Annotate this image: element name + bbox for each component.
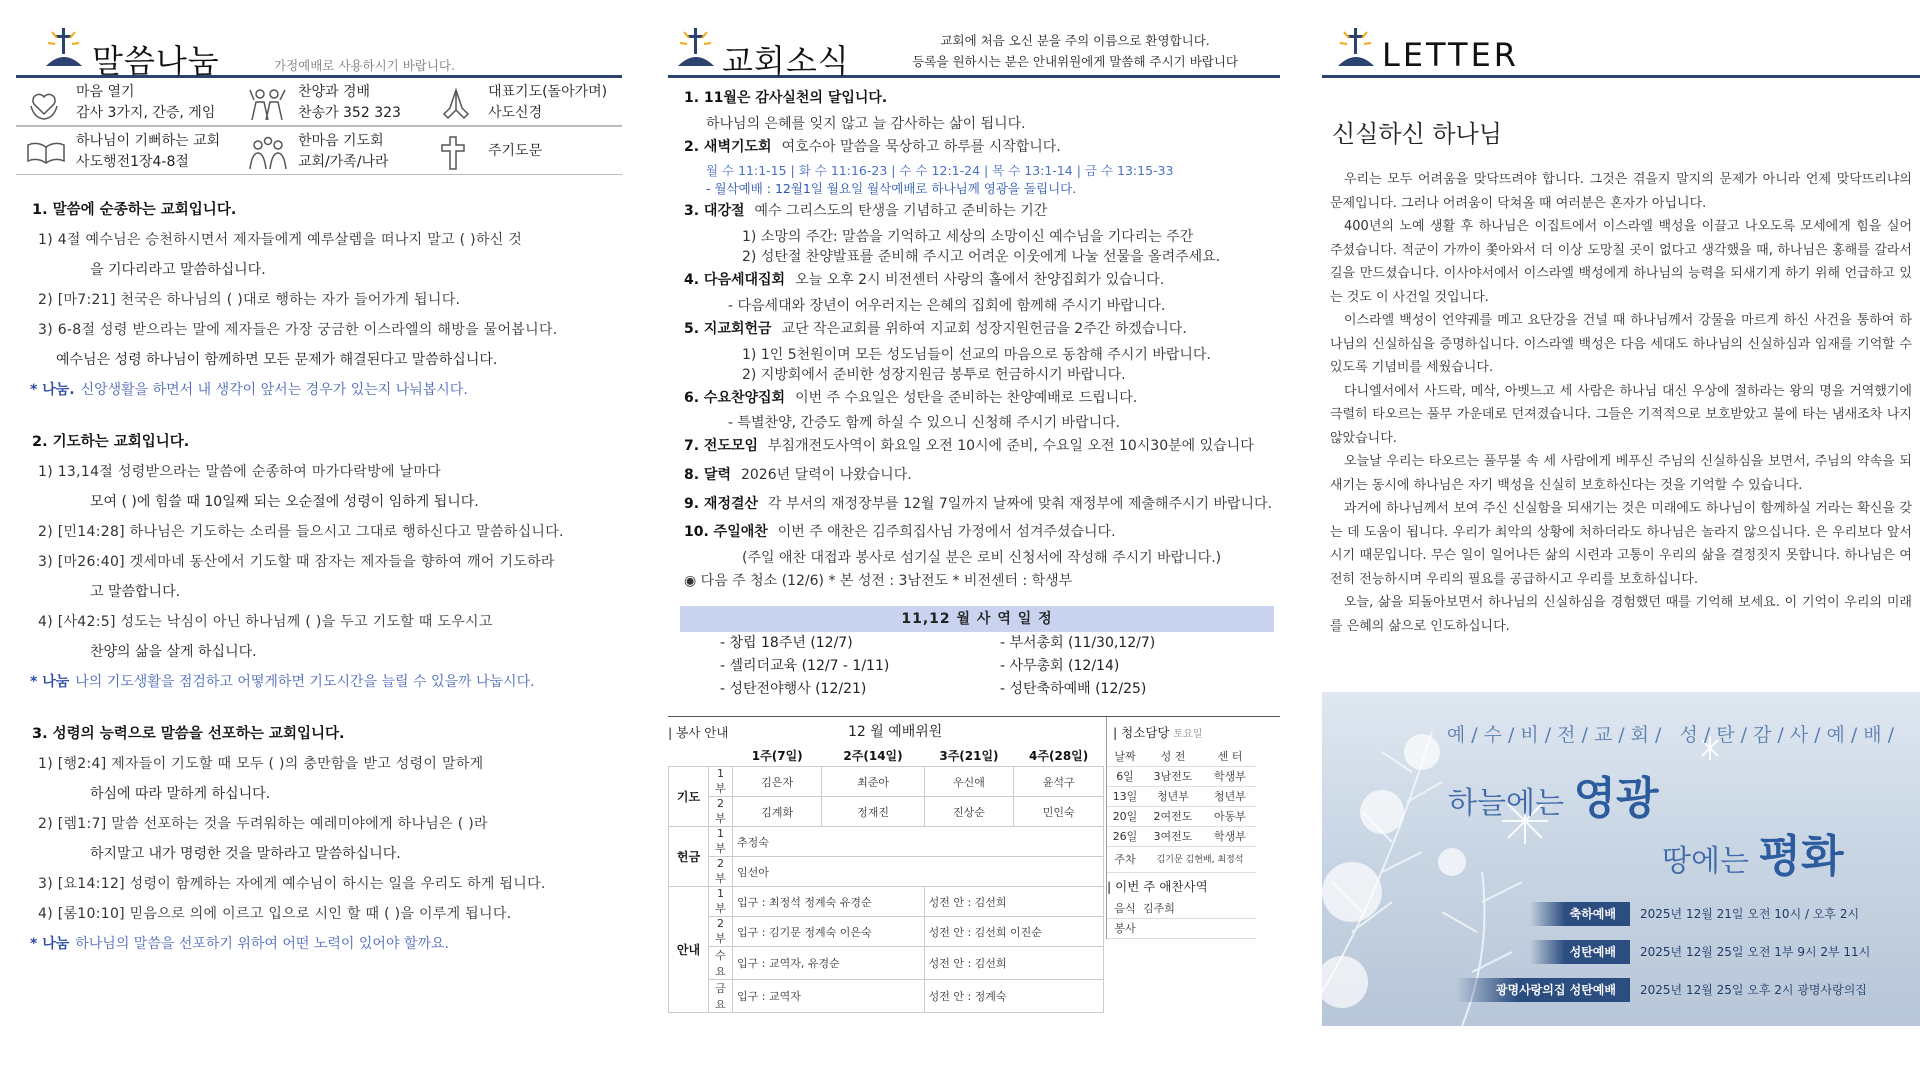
news-heading: 7. 전도모임 [684,438,759,455]
news-line [668,490,1280,519]
service-slot: 2부 [709,857,733,887]
prayer-label: 기도 [669,767,709,827]
prayer-name: 정재진 [822,797,924,827]
news-heading: 4. 다음세대집회 [684,272,786,289]
service-slot: 1부 [709,887,733,917]
schedule-item: - 셀리더교육 (12/7 - 1/11) [720,657,890,674]
week-header: 3주(21일) [939,748,999,763]
letter-title: 신실하신 하나님 [1332,120,1502,148]
banner-line-1-emphasis: 영광 [1573,773,1659,824]
aechan-title: | 이번 주 애찬사역 [1107,878,1208,894]
service-table [668,745,1104,1014]
church-logo-icon [676,26,716,68]
sermon-header [16,0,622,78]
worship-people-icon [248,86,288,122]
worship-order-row2 [16,126,622,175]
news-heading: 9. 재정결산 [684,495,759,512]
schedule-item: - 성탄축하예배 (12/25) [1000,680,1147,697]
christmas-banner [1322,692,1920,1026]
section-line: 4) [롬10:10] 믿음으로 의에 이르고 입으로 시인 할 때 ( )을 이루게 됩니다. [38,906,512,922]
prayer-row [669,767,1104,797]
service-label: | 봉사 안내 [668,724,729,740]
news-line [668,161,1280,179]
order-label: 대표기도(돌아가며) [488,84,608,100]
news-line [668,295,1280,315]
order-detail: 사도신경 [488,105,543,121]
cleaning-row [1107,767,1256,787]
heart-hands-icon [26,86,62,122]
welcome-line-2: 등록을 원하시는 분은 안내위원에게 말씀해 주시기 바랍니다 [912,54,1238,69]
cleaning-cell: 20일 [1112,809,1138,823]
service-slot: 금요 [709,980,733,1013]
order-item [238,78,428,125]
section-line: 을 기다리라고 말씀하십니다. [90,262,266,278]
worship-order [16,78,622,126]
news-heading: 3. 대강절 [684,203,745,220]
news-detail: (주일 애찬 대접과 봉사로 섬기실 분은 로비 신청서에 작성해 주시기 바랍니다.) [742,550,1222,567]
service-slot: 2부 [709,797,733,827]
serve-row [1107,919,1256,939]
cleaning-cell: 13일 [1112,789,1138,803]
news-detail: 이번 주 애찬은 김주희집사님 가정에서 섬겨주셨습니다. [777,524,1116,541]
section-line: 2) [마7:21] 천국은 하나님의 ( )대로 행하는 자가 들어가게 됩니다. [38,292,461,308]
serve-value [1143,919,1257,939]
news-detail: 2) 성탄절 찬양발표를 준비해 주시고 어려운 이웃에게 나눌 선물을 올려주세요. [742,249,1221,266]
section-line: 1) 13,14절 성령받으라는 말씀에 순종하여 마가다락방에 날마다 [38,464,441,480]
food-value: 김주희 [1143,901,1175,915]
week-header: 4주(28일) [1029,748,1089,763]
section-line: 1) [행2:4] 제자들이 기도할 때 모두 ( )의 충만함을 받고 성령이 말하게 [38,756,484,772]
news-detail: 2) 지방회에서 준비한 성장지원금 봉투로 헌금하시기 바랍니다. [742,366,1126,383]
section-title: 1. 말씀에 순종하는 교회입니다. [32,202,237,218]
schedule-item: - 사무총회 (12/14) [1000,657,1120,674]
food-label: 음식 [1114,901,1136,915]
banner-line-1 [1448,762,1658,826]
letter-header [1322,0,1920,78]
news-detail: 교단 작은교회를 위하여 지교회 성장지원헌금을 2주간 하겠습니다. [781,320,1187,337]
share-text: 나의 기도생활을 점검하고 어떻게하면 기도시간을 늘릴 수 있을까 나눕시다. [75,674,535,690]
guide-sanctuary: 성전 안 : 김선희 이진순 [924,917,1103,947]
share-note [16,929,622,959]
share-text: 신앙생활을 하면서 내 생각이 앞서는 경우가 있는지 나눠봅시다. [80,382,468,398]
news-line [668,197,1280,226]
order-label: 찬양과 경배 [298,84,371,100]
cleaning-title-text: | 청소담당 [1113,724,1170,740]
cleaning-cell: 학생부 [1214,769,1246,783]
guide-entrance: 입구 : 교역자, 유경순 [733,947,925,980]
cleaning-cell: 학생부 [1214,829,1246,843]
news-detail: 여호수아 말씀을 묵상하고 하루를 시작합니다. [781,138,1061,155]
section-line: 예수님은 성령 하나님이 함께하면 모든 문제가 해결된다고 말씀하십니다. [56,352,498,368]
parking-row [1107,847,1256,873]
cleaning-row [1107,827,1256,847]
letter-paragraph: 오늘, 삶을 되돌아보면서 하나님의 신실하심을 경험했던 때를 기억해 보세요. 이 기억이 우리의 미래를 은혜의 삶으로 인도하십니다. [1330,595,1912,634]
page-subtitle: 가정예배로 사용하시기 바랍니다. [274,58,455,73]
service-title: 12 월 예배위원 [848,723,943,740]
letter-paragraph: 다니엘서에서 사드락, 메삭, 아벳느고 세 사람은 하나님 대신 우상에 절하라는 왕의 명을 거역했기에 극렬히 타오르는 풀무 가운데로 던져졌습니다. 그들은 기적적으로 보호받았고 불에 타는 냄새조차 나지 않았습니다. [1330,383,1912,446]
share-label: * 나눔 [30,936,70,952]
news-line [668,246,1280,266]
sermon-section [16,719,622,959]
order-item [16,78,238,125]
page-title: LETTER [1382,36,1520,74]
news-line [668,179,1280,197]
section-line: 4) [사42:5] 성도는 낙심이 아닌 하나님께 ( )을 두고 기도할 때 도우시고 [38,614,493,630]
prayer-name: 김은자 [733,767,822,797]
banner-event-time: 2025년 12월 25일 오후 2시 광명사랑의집 [1640,983,1867,997]
banner-event-time: 2025년 12월 25일 오전 1부 9시 2부 11시 [1640,945,1871,959]
cleaning-cell: 청년부 [1214,789,1246,803]
news-detail: 월 수 11:1-15 | 화 수 11:16-23 | 수 수 12:1-24 | 목 수 13:1-14 | 금 수 13:15-33 [706,163,1174,179]
share-note [16,375,622,405]
cleaning-cell: 6일 [1116,769,1134,783]
prayer-row [669,797,1104,827]
section-line: 2) [민14:28] 하나님은 기도하는 소리를 들으시고 그대로 행하신다고 말씀하십니다. [38,524,564,540]
cleaning-cell: 청년부 [1157,789,1189,803]
blank-cell [709,745,733,767]
banner-line-2-text: 땅에는 [1662,844,1759,879]
news-heading: 8. 달력 [684,466,731,483]
news-line [668,567,1280,596]
service-slot: 수요 [709,947,733,980]
church-logo-icon [1336,26,1376,68]
cleaning-col-header: 날짜 [1114,749,1136,763]
order-item [428,78,622,125]
news-detail: 각 부서의 재정장부를 12월 7일까지 날짜에 맞춰 재정부에 제출해주시기 바랍니다. [768,495,1273,512]
offering-row [669,827,1104,857]
offering-name: 임선아 [733,857,1104,887]
church-news-column [668,0,1280,1072]
prayer-name: 최준아 [822,767,924,797]
banner-event-tag: 광명사랑의집 성탄예배 [1456,978,1630,1002]
prayer-name: 진상순 [924,797,1014,827]
cleaning-row [1107,807,1256,827]
cleaning-col-header: 센 터 [1217,749,1243,763]
order-item [16,127,238,174]
letter-column [1322,0,1920,1072]
cleaning-cell: 26일 [1112,829,1138,843]
church-logo-icon [44,26,84,68]
schedule-header: 11,12 월 사 역 일 정 [680,606,1274,632]
letter-body [1330,168,1912,638]
section-line: 3) 6-8절 성령 받으라는 말에 제자들은 가장 궁금한 이스라엘의 해방을 물어봅니다. [38,322,558,338]
prayer-name: 민인숙 [1014,797,1104,827]
share-label: * 나눔. [30,382,75,398]
news-list [668,84,1280,596]
week-header: 1주(7일) [751,748,803,763]
news-detail: 2026년 달력이 나왔습니다. [740,466,912,483]
blank-cell [669,745,709,767]
offering-row [669,857,1104,887]
service-section [668,716,1280,1012]
guide-row [669,947,1104,980]
letter-paragraph: 이스라엘 백성이 언약궤를 메고 요단강을 건널 때 하나님께서 강물을 마르게 하신 사건을 통하여 하나님의 신실하심을 증명하십니다. 이스라엘 백성은 다음 세대도 하나님의 신실하심과 임재를 기억할 수 있도록 기념비를 세웠습니다. [1330,313,1912,375]
news-line [668,315,1280,344]
news-line [668,461,1280,490]
order-item [428,127,622,174]
cleaning-cell: 2여전도 [1153,809,1193,823]
news-detail: - 다음세대와 장년이 어우러지는 은혜의 집회에 함께해 주시기 바랍니다. [728,297,1166,314]
section-line: 고 말씀합니다. [90,584,181,600]
cleaning-title [1107,717,1256,747]
schedule-item: - 창립 18주년 (12/7) [720,634,853,651]
order-label: 하나님이 기뻐하는 교회 [76,133,221,149]
letter-paragraph: 우리는 모두 어려움을 맞닥뜨려야 합니다. 그것은 겪을지 말지의 문제가 아니라 언제 맞닥뜨리냐의 문제입니다. 그러나 어려움이 닥쳐올 때 여러분은 혼자가 아닙니다. [1330,172,1912,211]
news-line [668,113,1280,133]
letter-paragraph: 400년의 노예 생활 후 하나님은 이집트에서 이스라엘 백성을 이끌고 나오도록 모세에게 힘을 실어 주셨습니다. 적군이 가까이 쫓아와서 더 이상 도망칠 곳이 없다고 생각했을 때, 하나님은 홍해를 갈라서 길을 만드셨습니다. 이사야서에서 이스라엘 백성에게 하나님의 능력을 되새기게 하기 위해 언급하고 있는 것도 이 사건일 것입니다. [1330,219,1912,305]
order-detail: 사도행전1장4-8절 [76,154,189,170]
banner-line-2-emphasis: 평화 [1758,831,1844,882]
order-detail: 교회/가족/나라 [298,154,389,170]
guide-entrance: 입구 : 교역자 [733,980,925,1013]
sermon-section [16,195,622,405]
parking-label: 주차 [1114,852,1136,866]
section-line: 3) [마26:40] 겟세마네 동산에서 기도할 때 잠자는 제자들을 향하여 깨어 기도하라 [38,554,555,570]
order-label: 주기도문 [488,143,543,159]
guide-entrance: 입구 : 최정석 정계숙 유경순 [733,887,925,917]
sermon-section [16,427,622,697]
news-line [668,547,1280,567]
prayer-name: 김계화 [733,797,822,827]
cleaning-day: 토요일 [1173,728,1203,740]
section-line: 하지말고 내가 명령한 것을 말하라고 말씀하십니다. [90,846,401,862]
prayer-name: 윤석구 [1014,767,1104,797]
guide-entrance: 입구 : 김기문 정계숙 이은숙 [733,917,925,947]
news-detail: ◉ 다음 주 청소 (12/6) * 본 성전 : 3남전도 * 비전센터 : 학생부 [684,573,1073,590]
guide-row [669,917,1104,947]
news-line [668,384,1280,413]
section-line: 찬양의 삶을 살게 하십니다. [90,644,257,660]
banner-schedule [1495,902,1912,1016]
welcome-line-1: 교회에 처음 오신 분을 주의 이름으로 환영합니다. [940,33,1210,48]
banner-line-2 [1662,820,1844,884]
guide-row [669,980,1104,1013]
schedule-list [680,632,1280,702]
cleaning-row [1107,787,1256,807]
cleaning-col-header: 성 전 [1160,749,1186,763]
welcome-text [912,30,1238,72]
news-line [668,364,1280,384]
group-prayer-icon [248,135,288,171]
news-detail: 하나님의 은혜를 잊지 않고 늘 감사하는 삶이 됩니다. [706,115,1026,132]
news-line [668,133,1280,162]
praying-hands-icon [438,86,474,122]
schedule-item: - 부서총회 (11/30,12/7) [1000,634,1156,651]
banner-event-tag: 축하예배 [1530,902,1630,926]
news-header [668,0,1280,78]
cleaning-header [1107,747,1256,767]
cleaning-section [1106,717,1256,939]
service-slot: 1부 [709,767,733,797]
news-line [668,432,1280,461]
prayer-name: 우신애 [924,767,1014,797]
parking-value: 김기문 김현배, 최정석 [1156,854,1244,865]
banner-heading: 예/수/비/전/교/회/ 성/탄/감/사/예/배/ [1446,724,1900,746]
order-item [238,127,428,174]
letter-paragraph: 오늘날 우리는 타오르는 풀무불 속 세 사람에게 베푸신 주님의 신실하심을 보면서, 주님의 약속을 되새기는 동시에 하나님은 자기 백성을 신실히 보호하신다는 것을 기억할 수 있습니다. [1330,454,1912,493]
section-line: 모여 ( )에 힘쓸 때 10일째 되는 오순절에 성령이 임하게 됩니다. [90,494,479,510]
section-line: 하심에 따라 말하게 하십니다. [90,786,271,802]
section-line: 2) [렘1:7] 말씀 선포하는 것을 두려워하는 예레미야에게 하나님은 ( )라 [38,816,488,832]
section-title: 2. 기도하는 교회입니다. [32,434,190,450]
news-line [668,84,1280,113]
cleaning-table [1107,747,1256,847]
news-line [668,412,1280,432]
banner-event-time: 2025년 12월 21일 오전 10시 / 오후 2시 [1640,907,1860,921]
cross-icon [438,135,468,171]
banner-row [1522,940,1912,968]
news-line [668,518,1280,547]
cleaning-cell: 아동부 [1214,809,1246,823]
order-label: 한마음 기도회 [298,133,384,149]
order-detail: 감사 3가지, 간증, 게임 [76,105,216,121]
page-title: 교회소식 [722,42,850,80]
week-header: 2주(14일) [843,748,903,763]
news-heading: 5. 지교회헌금 [684,320,772,337]
banner-row [1522,902,1912,930]
schedule-item: - 성탄전야행사 (12/21) [720,680,867,697]
share-text: 하나님의 말씀을 선포하기 위하여 어떤 노력이 있어야 할까요. [75,936,449,952]
banner-line-1-text: 하늘에는 [1448,786,1574,821]
letter-paragraph: 과거에 하나님께서 보여 주신 신실함을 되새기는 것은 미래에도 하나님이 함께하실 거라는 확신을 갖는 데 도움이 됩니다. 우리가 최악의 상황에 처하더라도 하나님은 놀라지 않으십니다. 은 우리보다 앞서시기 때문입니다. 무슨 일이 일어나든 삶의 시련과 고통이 우리의 삶을 결정짓지 못합니다. 하나님은 여전히 전능하시며 우리의 필요를 공급하시고 우리를 보호하십니다. [1330,501,1912,587]
news-heading: 10. 주일애찬 [684,524,768,541]
news-detail: - 특별찬양, 간증도 함께 하실 수 있으니 신청해 주시기 바랍니다. [728,415,1121,432]
news-detail: 1) 1인 5천원이며 모든 성도님들이 선교의 마음으로 동참해 주시기 바랍니다. [742,346,1211,363]
offering-label: 헌금 [669,827,709,887]
order-detail: 찬송가 352 323 [298,105,401,121]
news-line [668,344,1280,364]
page-title: 말씀나눔 [92,42,220,80]
sermon-sections [16,195,622,959]
food-row [1107,899,1256,919]
banner-event-tag: 성탄예배 [1530,940,1630,964]
section-title: 3. 성령의 능력으로 말씀을 선포하는 교회입니다. [32,726,345,742]
share-label: * 나눔 [30,674,70,690]
news-heading: 2. 새벽기도회 [684,138,772,155]
schedule-right [1000,632,1155,701]
service-slot: 2부 [709,917,733,947]
cleaning-cell: 3여전도 [1153,829,1193,843]
service-week-header [669,745,1104,767]
guide-sanctuary: 성전 안 : 김선희 [924,947,1103,980]
guide-row [669,887,1104,917]
open-bible-icon [26,135,66,165]
news-heading: 6. 수요찬양집회 [684,389,786,406]
news-detail: 1) 소망의 주간: 말씀을 기억하고 세상의 소망이신 예수님을 기다리는 주간 [742,229,1194,246]
news-line [668,226,1280,246]
guide-sanctuary: 성전 안 : 김선희 [924,887,1103,917]
service-slot: 1부 [709,827,733,857]
offering-name: 추정숙 [733,827,1104,857]
guide-label: 안내 [669,887,709,1013]
news-detail: 예수 그리스도의 탄생을 기념하고 준비하는 기간 [754,203,1048,220]
order-label: 마음 열기 [76,84,135,100]
share-note [16,667,622,697]
section-line: 1) 4절 예수님은 승천하시면서 제자들에게 예루살렘을 떠나지 말고 ( )하신 것 [38,232,523,248]
news-line [668,266,1280,295]
guide-sanctuary: 성전 안 : 정계숙 [924,980,1103,1013]
cleaning-cell: 3남전도 [1153,769,1193,783]
news-heading: 1. 11월은 감사실천의 달입니다. [684,90,888,106]
serve-label: 봉사 [1114,921,1136,935]
news-detail: - 월삭예배 : 12월1일 월요일 월삭예배로 하나님께 영광을 돌립니다. [706,181,1077,197]
banner-row [1495,978,1912,1006]
news-detail: 오늘 오후 2시 비전센터 사랑의 홀에서 찬양집회가 있습니다. [795,272,1165,289]
section-line: 3) [요14:12] 성령이 함께하는 자에게 예수님이 하시는 일을 우리도 하게 됩니다. [38,876,546,892]
sermon-sharing-column [16,0,622,1072]
news-detail: 부침개전도사역이 화요일 오전 10시에 준비, 수요일 오전 10시30분에 있습니다 [768,438,1254,455]
schedule-left [720,632,889,701]
news-detail: 이번 주 수요일은 성탄을 준비하는 찬양예배로 드립니다. [795,389,1138,406]
